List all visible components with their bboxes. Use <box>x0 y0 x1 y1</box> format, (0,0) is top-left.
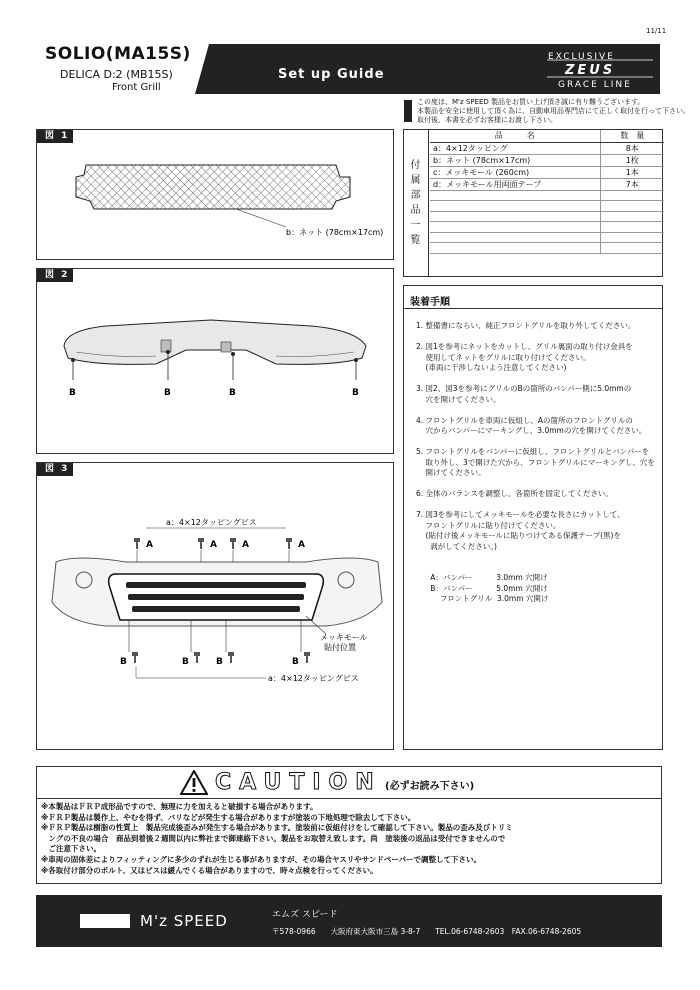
model-name-secondary: DELICA D:2 (MB15S) <box>60 68 173 81</box>
caution-title: CAUTION <box>215 770 382 795</box>
part-qty <box>600 211 664 222</box>
brand-bottom: GRACE LINE <box>558 80 632 90</box>
part-name: c：メッキモール (260cm) <box>430 166 600 178</box>
part-name <box>430 243 600 254</box>
brand-top: EXCLUSIVE <box>548 52 615 62</box>
side-char: 付 <box>410 160 421 171</box>
part-qty: 1本 <box>600 166 664 178</box>
steps-divider <box>403 308 663 309</box>
table-row <box>430 222 664 233</box>
intro-marker <box>404 100 412 122</box>
part-name <box>430 232 600 243</box>
point-b-label: B <box>216 657 223 667</box>
table-row <box>430 243 664 254</box>
part-name: b：ネット (78cm×17cm) <box>430 154 600 166</box>
figure-1-tab: 図 1 <box>37 130 73 143</box>
intro-line: 本製品を安全に使用して頂く為に、自動車用品専門店にて正しく取付を行って下さい。 <box>417 107 690 115</box>
product-name: Front Grill <box>112 82 161 93</box>
brand-main: ZEUS <box>565 63 616 78</box>
point-b-label: B <box>69 388 76 398</box>
part-qty <box>600 232 664 243</box>
table-row <box>430 190 664 201</box>
point-b-label: B <box>182 657 189 667</box>
table-row <box>430 178 664 190</box>
model-name-primary: SOLIO(MA15S) <box>45 44 191 64</box>
parts-table <box>430 130 664 254</box>
part-qty: 7本 <box>600 178 664 190</box>
table-row <box>430 201 664 212</box>
part-qty <box>600 201 664 212</box>
part-name: a：4×12タッピング <box>430 142 600 154</box>
parts-header-qty: 数 量 <box>600 130 664 142</box>
table-row <box>430 166 664 178</box>
guide-title: Set up Guide <box>278 67 385 82</box>
point-b-label: B <box>164 388 171 398</box>
screw-label-bottom: a：4×12タッピングビス <box>268 674 359 683</box>
figure-2-tab: 図 2 <box>37 269 73 282</box>
caution-subtitle: (必ずお読み下さい) <box>385 781 475 792</box>
parts-side-label <box>403 129 429 277</box>
point-a-label: A <box>298 540 305 550</box>
point-a-label: A <box>210 540 217 550</box>
table-row <box>430 211 664 222</box>
figure-3-tab: 図 3 <box>37 463 73 476</box>
intro-line: この度は、M'z SPEED 製品をお買い上げ頂き誠に有り難うございます。 <box>417 98 645 106</box>
point-b-label: B <box>120 657 127 667</box>
side-char: 品 <box>410 205 421 216</box>
caution-text: ※本製品はＦＲＰ成形品ですので、無理に力を加えると破損する場合があります。 ※ＦＲＰ製品は製作上、やむを得ず、バリなどが発生する場合がありますが塗装の下地処理で除去して下さい。 ※ＦＲＰ製品は樹脂の性質上 製品完成後歪みが発生する場合があります。塗装前に仮組付けをして確認して下さい。製品の歪み及びトリミ ングの不良の場合 商品到着後２週間以内に弊社まで御連絡下さい。製品をお取替え致します。尚 塗装後の返品は受付できませんので ご注意下さい。 ※車両の固体差によりフィッティングに多少のずれが生じる事がありますが、その場合ヤスリやサンドペーパーで調整して下さい。 ※各取付け部分のボルト、又はビスは緩んでくる場合がありますので、時々点検を行ってください。 <box>41 802 513 875</box>
page-number: 11/11 <box>646 27 667 35</box>
net-illustration <box>36 129 394 260</box>
install-steps-title: 装着手順 <box>410 297 450 308</box>
table-row <box>430 232 664 243</box>
logo-mark-icon <box>80 914 130 928</box>
company-address: 〒578-0966 大阪府東大阪市三島 3-8-7 TEL.06-6748-2603 FAX.06-6748-2605 <box>272 927 582 936</box>
part-name <box>430 222 600 233</box>
parts-header-row <box>430 130 664 142</box>
molding-label: 貼付位置 <box>324 643 356 652</box>
part-qty <box>600 222 664 233</box>
part-name: d：メッキモール用両面テープ <box>430 178 600 190</box>
point-a-label: A <box>146 540 153 550</box>
parts-header-name: 品 名 <box>430 130 600 142</box>
side-char: 属 <box>410 175 421 186</box>
company-name: エムズ スピード <box>272 910 338 920</box>
table-row <box>430 142 664 154</box>
molding-label: メッキモール <box>320 633 368 642</box>
side-char: 覧 <box>410 235 421 246</box>
intro-text <box>417 98 690 125</box>
net-label: b：ネット (78cm×17cm) <box>286 228 384 237</box>
footer-logo: M'z SPEED <box>140 912 228 930</box>
part-name <box>430 211 600 222</box>
point-b-label: B <box>352 388 359 398</box>
part-qty: 1枚 <box>600 154 664 166</box>
part-qty: 8本 <box>600 142 664 154</box>
grill-bottom-illustration <box>36 268 394 454</box>
point-a-label: A <box>242 540 249 550</box>
part-name <box>430 201 600 212</box>
part-name <box>430 190 600 201</box>
screw-label-top: a：4×12タッピングビス <box>166 518 257 527</box>
part-qty <box>600 243 664 254</box>
warning-triangle-icon <box>180 770 208 795</box>
point-b-label: B <box>229 388 236 398</box>
table-row <box>430 154 664 166</box>
point-b-label: B <box>292 657 299 667</box>
install-steps-text: 1. 整備書にならい、純正フロントグリルを取り外してください。 2. 図1を参考にネットをカットし、グリル裏面の取り付け金具を 使用してネットをグリルに取り付けてください。 (車両に干渉しないよう注意してください) 3. 図2、図3を参考にグリルのBの箇所のバンパー側に5.0mmの 穴を開けてください。 4. フロントグリルを車両に仮組し、Aの箇所のフロントグリルの 穴からバンパーにマーキングし、3.0mmの穴を開けてください。 5. フロントグリルをバンパーに仮組し、フロントグリルとバンパーを 取り外し、3で開けた穴から、フロントグリルにマーキングし、穴を 開けてください。 6. 全体のバランスを調整し、各箇所を固定してください。 7. 図3を参考にしてメッキモールを必要な長さにカットして、 フロントグリルに貼り付けてください。 (貼付け後メッキモールに貼りつけてある保護テープ(黒)を 剥がしてください。) A：バンパー 3.0mm 穴開け B：バンパー 5.0mm 穴開け フロントグリル 3.0mm 穴開け <box>416 321 655 603</box>
vehicle-front-illustration <box>36 462 394 750</box>
parts-list <box>403 129 663 277</box>
side-char: 一 <box>410 220 421 231</box>
side-char: 部 <box>410 190 421 201</box>
part-qty <box>600 190 664 201</box>
intro-line: 取付後、本書を必ずお客様にお渡し下さい。 <box>417 116 557 124</box>
